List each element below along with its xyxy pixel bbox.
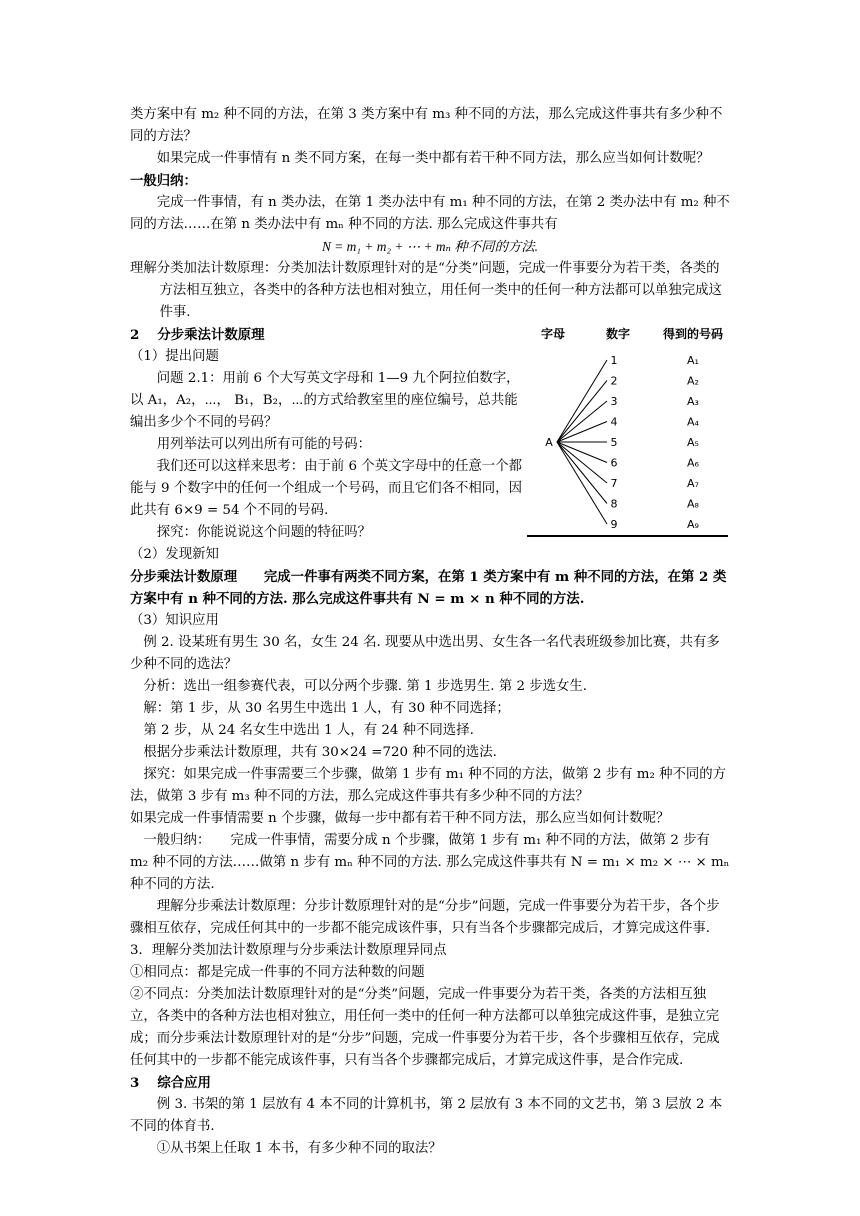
diagram-code: A₉	[687, 518, 699, 531]
diagram-digit: 9	[610, 518, 618, 531]
diagram-branch	[557, 442, 607, 524]
diagram-code: A₇	[687, 477, 699, 490]
paragraph: 解：第 1 步，从 30 名男生中选出 1 人，有 30 种不同选择；	[143, 701, 510, 716]
diagram-digit: 6	[610, 456, 618, 470]
paragraph: 理解分类加法计数原理：分类加法计数原理针对的是“分类”问题，完成一件事要分为若干类，各类的方法相互独立，各类中的各种方法也相对独立，用任何一类中的任何一种方法都可以单独完成这件事.	[130, 261, 722, 320]
diagram-header: 数字	[605, 327, 631, 341]
diagram-digit: 1	[610, 354, 618, 367]
diagram-branch	[557, 442, 607, 504]
subheading: （2）发现新知	[130, 547, 219, 562]
paragraph: ①相同点：都是完成一件事的不同方法种数的问题	[130, 965, 425, 980]
subheading: （1）提出问题	[130, 349, 219, 364]
diagram-digit: 2	[610, 374, 618, 388]
diagram-branch	[557, 442, 607, 463]
tree-diagram-svg	[525, 324, 730, 539]
equation: N = m₁ + m₂ + ⋯ + mₙ 种不同的方法.	[321, 239, 539, 254]
paragraph: 例 3. 书架的第 1 层放有 4 本不同的计算机书，第 2 层放有 3 本不同的文艺书，第 3 层放 2 本不同的体育书.	[130, 1097, 723, 1134]
paragraph: ①从书架上任取 1 本书，有多少种不同的取法？	[156, 1141, 442, 1156]
diagram-code: A₂	[687, 374, 699, 388]
diagram-digit: 7	[610, 477, 618, 490]
diagram-code: A₈	[687, 497, 699, 511]
diagram-header: 字母	[540, 327, 566, 341]
paragraph: 完成一件事情，有 n 类办法，在第 1 类办法中有 m₁ 种不同的方法，在第 2 类办法中有 m₂ 种不同的方法……在第 n 类办法中有 mₙ 种不同的方法. 那么完成这件事共有	[130, 195, 730, 232]
paragraph: ②不同点：分类加法计数原理针对的是“分类”问题，完成一件事要分为若干类，各类的方法相互独立，各类中的各种方法也相对独立，用任何一类中的任何一种方法都可以单独完成这件事，是独立完成；而分步乘法计数原理针对的是“分步”问题，完成一件事要分为若干步，各个步骤相互依存，完成任何其中的一步都不能完成该件事，只有当各个步骤都完成后，才算完成这件事，是合作完成.	[130, 987, 720, 1068]
diagram-root: A	[545, 436, 553, 449]
diagram-code: A₄	[687, 415, 699, 429]
document-page	[130, 104, 730, 1160]
paragraph: 如果完成一件事情有 n 类不同方案，在每一类中都有若干种不同方法，那么应当如何计数呢？	[156, 151, 710, 166]
paragraph: 理解分步乘法计数原理：分步计数原理针对的是“分步”问题，完成一件事要分为若干步，各个步骤相互依存，完成任何其中的一步都不能完成该件事，只有当各个步骤都完成后，才算完成这件事.	[130, 899, 720, 936]
diagram-branch	[557, 422, 607, 443]
principle-paragraph: 分步乘法计数原理 完成一件事有两类不同方案，在第 1 类方案中有 m 种不同的方法，在第 2 类方案中有 n 种不同的方法. 那么完成这件事共有 N = m × n 种不同的方法.	[130, 569, 727, 607]
section-2	[130, 324, 730, 566]
paragraph: 我们还可以这样来思考：由于前 6 个英文字母中的任意一个都能与 9 个数字中的任何一个组成一个号码，而且它们各不相同，因此共有 6×9 = 54 个不同的号码.	[130, 459, 522, 518]
paragraph: 类方案中有 m₂ 种不同的方法，在第 3 类方案中有 m₃ 种不同的方法，那么完成这件事共有多少种不同的方法？	[130, 107, 723, 144]
section-heading: 3．理解分类加法计数原理与分步乘法计数原理异同点	[130, 943, 447, 958]
diagram-branch	[557, 401, 607, 442]
section-heading: 3 综合应用	[130, 1075, 211, 1091]
subheading: （3）知识应用	[130, 613, 219, 628]
diagram-branch	[557, 360, 607, 442]
diagram-digit: 5	[610, 436, 618, 449]
paragraph: 探究：你能说说这个问题的特征吗？	[156, 525, 372, 540]
paragraph: 根据分步乘法计数原理，共有 30×24 =720 种不同的选法.	[143, 745, 497, 760]
heading: 一般归纳：	[130, 173, 197, 189]
diagram-branch	[557, 381, 607, 443]
tree-diagram	[525, 324, 730, 566]
paragraph: 分析：选出一组参赛代表，可以分两个步骤. 第 1 步选男生. 第 2 步选女生.	[143, 679, 588, 694]
section-heading: 2 分步乘法计数原理	[130, 327, 265, 343]
diagram-code: A₃	[687, 395, 699, 408]
diagram-digit: 3	[610, 395, 618, 408]
paragraph: 一般归纳： 完成一件事情，需要分成 n 个步骤，做第 1 步有 m₁ 种不同的方法，做第 2 步有 m₂ 种不同的方法……做第 n 步有 mₙ 种不同的方法. 那么完成这件事共有 N = m₁ × m₂ × ⋯ × mₙ 种不同的方法.	[130, 833, 730, 892]
diagram-code: A₅	[687, 436, 699, 449]
paragraph: 问题 2.1：用前 6 个大写英文字母和 1—9 九个阿拉伯数字，以 A₁，A₂，⋯， B₁，B₂，⋯的方式给教室里的座位编号，总共能编出多少个不同的号码？	[130, 371, 520, 430]
diagram-code: A₆	[687, 456, 699, 470]
paragraph: 例 2. 设某班有男生 30 名，女生 24 名. 现要从中选出男、女生各一名代表班级参加比赛，共有多少种不同的选法？	[130, 635, 720, 672]
paragraph: 探究：如果完成一件事需要三个步骤，做第 1 步有 m₁ 种不同的方法，做第 2 步有 m₂ 种不同的方法，做第 3 步有 m₃ 种不同的方法，那么完成这件事共有多少种不同的方法？	[130, 767, 727, 804]
diagram-digit: 4	[610, 415, 618, 429]
diagram-digit: 8	[610, 497, 618, 511]
paragraph: 如果完成一件事情需要 n 个步骤，做每一步中都有若干种不同方法，那么应当如何计数呢？	[130, 811, 670, 826]
section-2-text	[130, 324, 525, 566]
paragraph: 用列举法可以列出所有可能的号码：	[156, 437, 372, 452]
diagram-branch	[557, 442, 607, 483]
diagram-header: 得到的号码	[662, 327, 724, 341]
paragraph: 第 2 步，从 24 名女生中选出 1 人，有 24 种不同选择.	[143, 723, 474, 738]
diagram-code: A₁	[687, 354, 699, 367]
